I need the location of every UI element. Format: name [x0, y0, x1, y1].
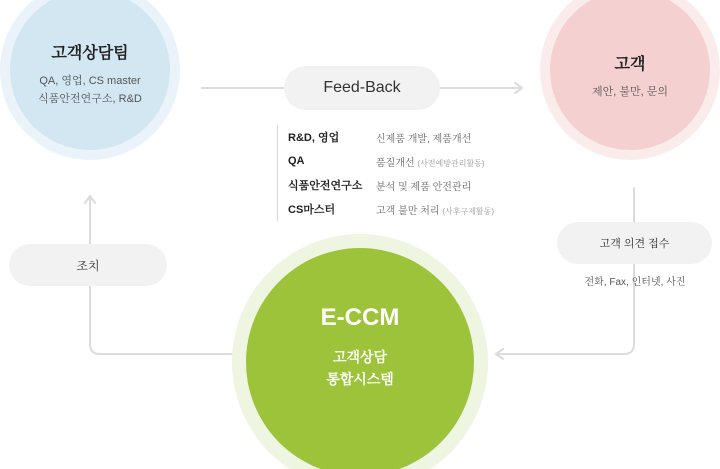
- eccm-title: E-CCM: [320, 304, 400, 331]
- role-desc: 신제품 개발, 제품개선: [376, 133, 472, 145]
- role-row: [278, 173, 507, 197]
- team-members-line2: 식품안전연구소, R&D: [38, 93, 142, 105]
- role-name: 식품안전연구소: [288, 180, 363, 192]
- customer-types: 제안, 불만, 문의: [592, 86, 668, 98]
- role-row: [278, 197, 507, 221]
- role-note: (사후구제활동): [442, 206, 495, 216]
- role-desc: 분석 및 제품 안전관리: [376, 181, 472, 193]
- role-name: R&D, 영업: [288, 132, 340, 144]
- feedback-pill: Feed-Back: [284, 66, 440, 110]
- receipt-channels: 전화, Fax, 인터넷, 사진: [584, 277, 686, 288]
- customer-title: 고객: [614, 56, 646, 73]
- action-pill: 조치: [9, 244, 167, 286]
- role-desc: 고객 불만 처리 (사후구제활동): [376, 205, 495, 217]
- role-name: QA: [288, 155, 305, 167]
- role-name: CS마스터: [288, 204, 336, 216]
- role-list: [277, 125, 507, 221]
- eccm-subtitle-line2: 통합시스템: [326, 371, 394, 387]
- eccm-circle: [246, 248, 474, 469]
- role-desc: 품질개선 (사전예방관리활동): [376, 157, 485, 169]
- receipt-pill: 고객 의견 접수: [557, 222, 712, 264]
- team-title: 고객상담팀: [51, 45, 129, 62]
- eccm-subtitle-line1: 고객상담: [332, 349, 388, 365]
- role-row: [278, 149, 507, 173]
- team-members-line1: QA, 영업, CS master: [39, 75, 141, 87]
- role-row: [278, 125, 507, 149]
- role-note: (사전예방관리활동): [417, 158, 485, 168]
